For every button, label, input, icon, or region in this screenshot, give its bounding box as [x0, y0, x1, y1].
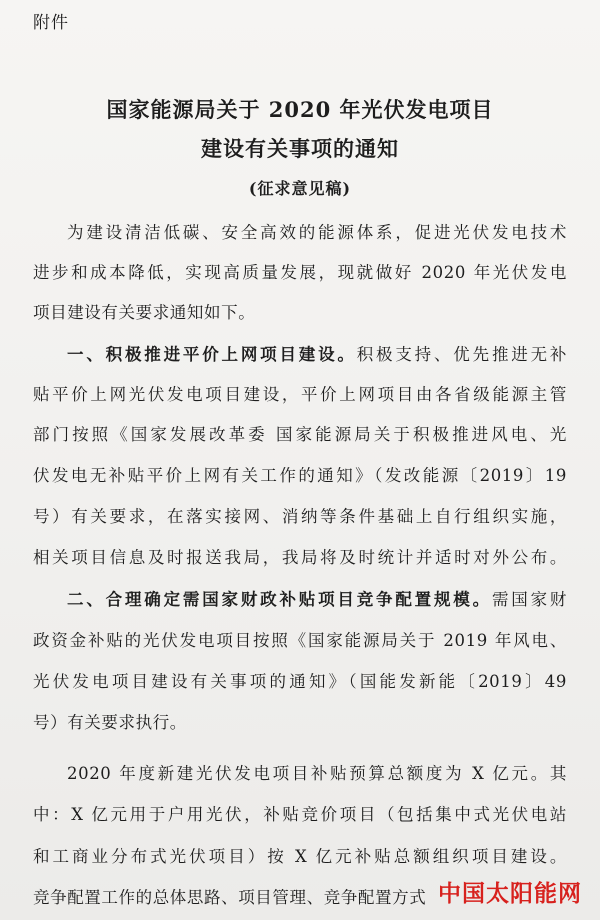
section1-line-2: 贴平价上网光伏发电项目建设，平价上网项目由各省级能源主管 [33, 385, 567, 404]
draft-subtitle: (征求意见稿) [248, 179, 352, 198]
section1-first-line [33, 341, 567, 365]
site-watermark: 中国太阳能网 [438, 881, 582, 907]
section1-line-6: 相关项目信息及时报送我局，我局将及时统计并适时对外公布。 [33, 548, 567, 567]
intro-line-1: 为建设清洁低碳、安全高效的能源体系，促进光伏发电技术 [67, 223, 567, 242]
section3-line-1: 2020 年度新建光伏发电项目补贴预算总额度为 X 亿元。其 [67, 764, 567, 783]
section1-line-1: 积极支持、优先推进无补 [356, 345, 567, 364]
section2-first-line [33, 586, 567, 610]
title-line-2: 建设有关事项的通知 [201, 136, 399, 161]
intro-line-3: 项目建设有关要求通知如下。 [33, 303, 256, 322]
section2-line-1: 需国家财 [491, 590, 567, 609]
section1-line-4: 伏发电无补贴平价上网有关工作的通知》（发改能源〔2019〕19 [33, 466, 567, 485]
section1-heading: 一、积极推进平价上网项目建设。 [67, 345, 357, 364]
section3-line-4: 竞争配置工作的总体思路、项目管理、竞争配置方式 [33, 888, 427, 907]
intro-line-2: 进步和成本降低，实现高质量发展，现就做好 2020 年光伏发电 [33, 263, 567, 282]
section1-line-5: 号）有关要求，在落实接网、消纳等条件基础上自行组织实施， [33, 507, 567, 526]
section2-line-4: 号）有关要求执行。 [33, 713, 187, 732]
section1-line-3: 部门按照《国家发展改革委 国家能源局关于积极推进风电、光 [33, 425, 567, 444]
attachment-label: 附件 [33, 13, 69, 33]
section3-line-2: 中：X 亿元用于户用光伏，补贴竞价项目（包括集中式光伏电站 [33, 805, 567, 824]
section2-line-3: 光伏发电项目建设有关事项的通知》（国能发新能〔2019〕49 [33, 672, 567, 691]
section2-line-2: 政资金补贴的光伏发电项目按照《国家能源局关于 2019 年风电、 [33, 631, 567, 650]
title-line-1: 国家能源局关于 2020 年光伏发电项目 [106, 97, 494, 122]
section3-line-3: 和工商业分布式光伏项目）按 X 亿元补贴总额组织项目建设。 [33, 847, 567, 866]
section2-heading: 二、合理确定需国家财政补贴项目竞争配置规模。 [67, 590, 492, 609]
